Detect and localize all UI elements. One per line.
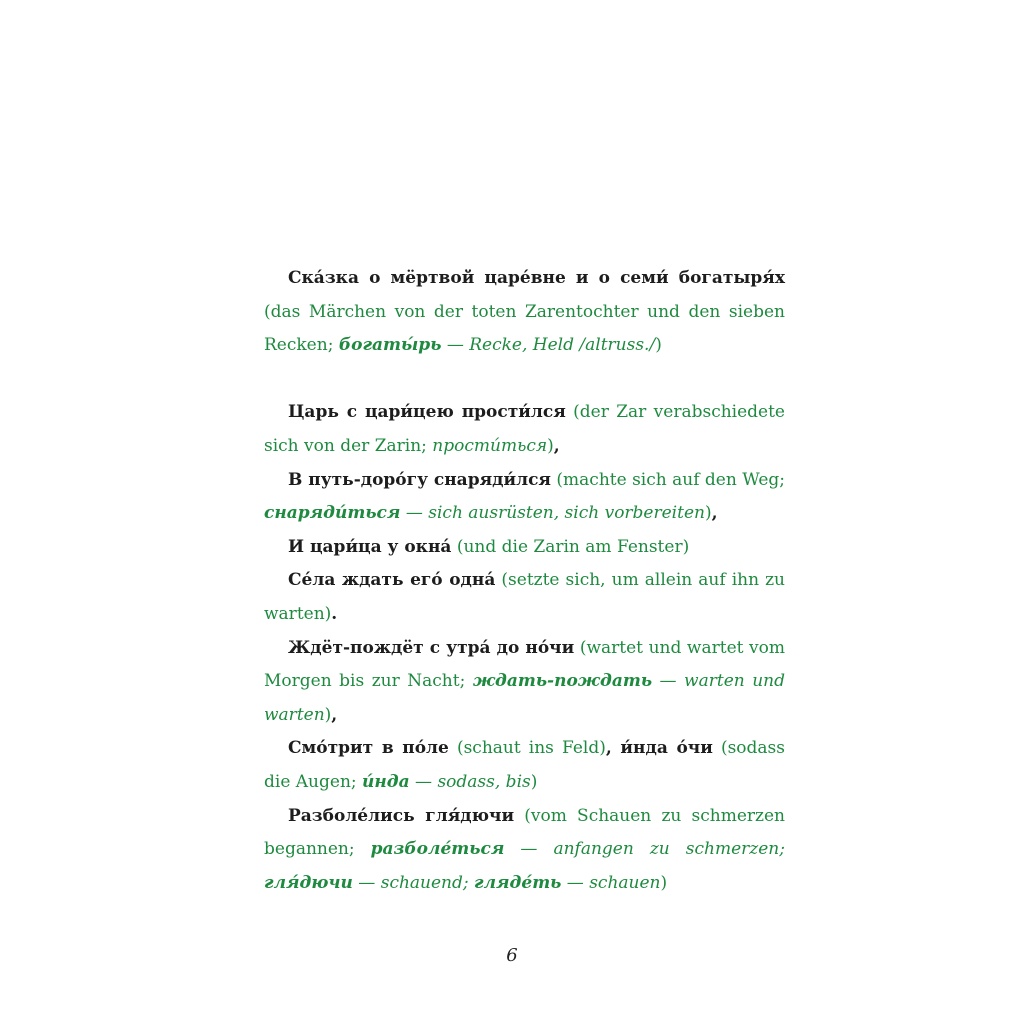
verse-punctuation: , bbox=[605, 738, 612, 759]
verse-punctuation: , bbox=[553, 435, 560, 456]
verse-translation: (der Zar verabschiedete sich von der Zarin; bbox=[264, 402, 785, 456]
verse-translation: (und die Zarin am Fenster) bbox=[451, 536, 690, 557]
verse-line-6 bbox=[264, 732, 785, 799]
verse-line-7 bbox=[264, 800, 785, 901]
verse-gloss-term: и́нда bbox=[362, 771, 410, 792]
verse-gloss-definition: — anfangen zu schmerzen; bbox=[504, 839, 785, 860]
verse-translation: (wartet und wartet vom Morgen bis zur Nacht; bbox=[264, 637, 786, 692]
title-gloss-term: богаты́рь bbox=[338, 335, 442, 356]
book-page-text bbox=[264, 262, 785, 900]
verse-punctuation: . bbox=[331, 603, 338, 624]
verse-gloss-term: снаряди́ться bbox=[264, 503, 401, 524]
verse-close-paren: ) bbox=[324, 704, 332, 725]
verse-translation: (setzte sich, um allein auf ihn zu warten) bbox=[264, 570, 785, 624]
verse-punctuation: , bbox=[331, 704, 338, 725]
verse-close-paren: ) bbox=[530, 771, 538, 792]
verse-gloss-term: ждать-пождать bbox=[472, 671, 653, 692]
verse-gloss-term-third: гляде́ть bbox=[474, 872, 562, 893]
verse-translation: (vom Schauen zu schmerzen begannen; bbox=[264, 805, 785, 860]
verse-close-paren: ) bbox=[704, 503, 712, 524]
verse-gloss-definition: — sodass, bis bbox=[409, 771, 531, 792]
verse-close-paren: ) bbox=[547, 435, 554, 456]
verse-translation: (machte sich auf den Weg; bbox=[550, 469, 785, 490]
verse-gloss-definition-third: — schauen bbox=[561, 872, 661, 893]
verse-translation: (schaut ins Feld) bbox=[448, 738, 606, 759]
verse-gloss-definition: — warten und warten bbox=[264, 671, 785, 725]
verse-close-paren: ) bbox=[660, 872, 668, 893]
verse-punctuation: , bbox=[711, 503, 718, 524]
verse-translation-second: (sodass die Augen; bbox=[264, 738, 786, 792]
verse-line-4 bbox=[264, 564, 785, 631]
verse-gloss-definition: — sich ausrüsten, sich vorbereiten bbox=[400, 503, 705, 524]
title-paragraph bbox=[264, 262, 785, 363]
verse-line-2 bbox=[264, 464, 785, 531]
verse-line-3 bbox=[264, 531, 785, 565]
verse-gloss-definition-second: — schauend; bbox=[352, 872, 475, 893]
title-translation: (das Märchen von der toten Zarentochter und den sieben Recken; bbox=[264, 301, 785, 356]
verse-gloss: прости́ться bbox=[432, 435, 548, 456]
page-number: 6 bbox=[506, 945, 518, 966]
verse-gloss-term: разболе́ться bbox=[370, 839, 505, 860]
verse-russian: Смо́трит в по́ле bbox=[288, 738, 449, 759]
verse-russian: Царь с цари́цею прости́лся bbox=[288, 402, 566, 423]
title-russian: Ска́зка о мёртвой царе́вне и о семи́ богатыря́х bbox=[288, 268, 785, 288]
verse-russian: В путь-доро́гу снаряди́лся bbox=[288, 469, 551, 490]
title-gloss-definition: — Recke, Held /altruss./ bbox=[441, 335, 656, 356]
verse-russian: Ждёт-пождёт с утра́ до но́чи bbox=[288, 637, 575, 658]
verse-gloss-term-second: гля́дючи bbox=[264, 872, 353, 893]
verse-russian: Се́ла ждать его́ одна́ bbox=[288, 570, 496, 591]
verse-russian-second: и́нда о́чи bbox=[611, 738, 713, 759]
title-close-paren: ) bbox=[655, 335, 662, 356]
verse-russian: Разболе́лись гля́дючи bbox=[288, 805, 515, 826]
verse-line-5 bbox=[264, 632, 785, 733]
verse-line-1 bbox=[264, 396, 785, 463]
verse-russian: И цари́ца у окна́ bbox=[288, 536, 452, 557]
